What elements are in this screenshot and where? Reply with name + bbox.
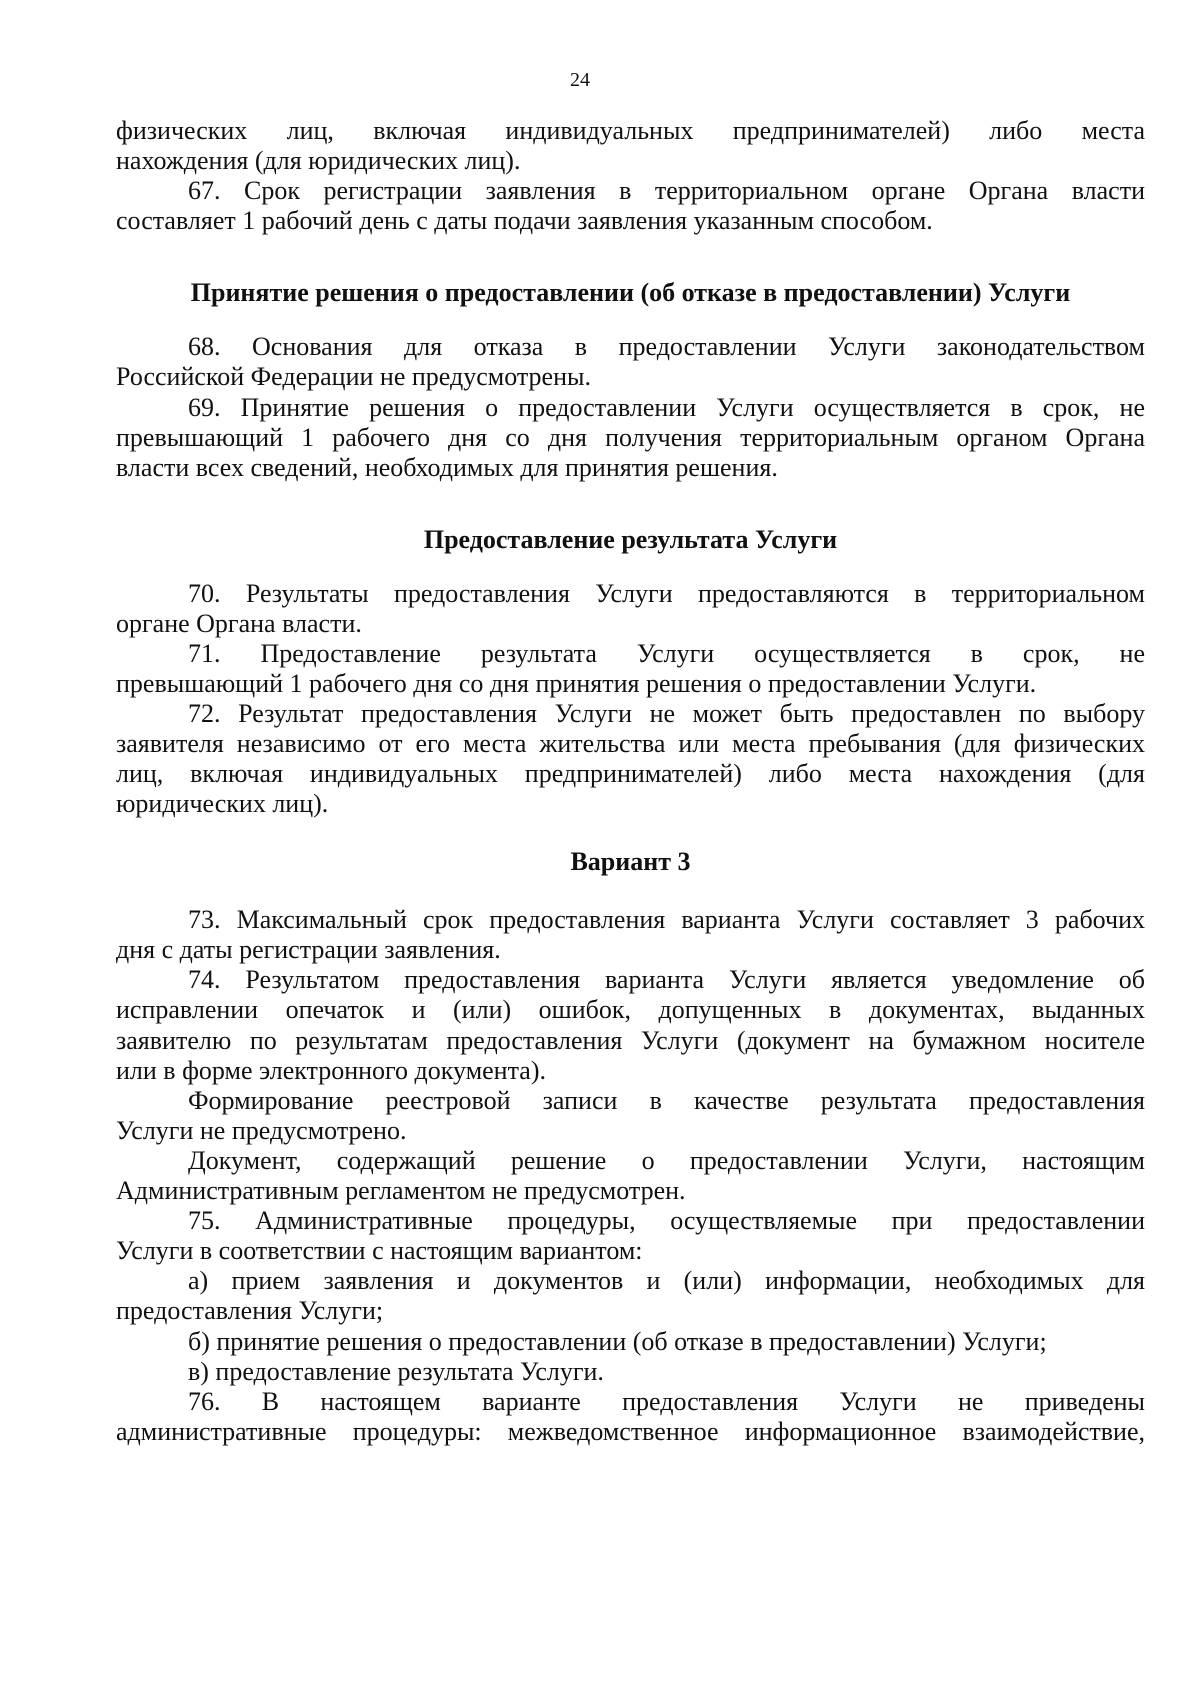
page-number: 24 [570,69,590,91]
text-line: физических лиц, включая индивидуальных предпринимателей) либо места [116,116,1145,145]
text-line: лиц, включая индивидуальных предпринимателей) либо места нахождения (для [116,759,1145,788]
text-line: 71. Предоставление результата Услуги осуществляется в срок, не [188,639,1145,668]
text-line: заявителя независимо от его места жительства или места пребывания (для физических [116,729,1145,758]
text-line: 75. Административные процедуры, осуществляемые при предоставлении [188,1206,1145,1235]
text-line: органе Органа власти. [116,609,362,638]
text-line: Документ, содержащий решение о предоставлении Услуги, настоящим [188,1146,1145,1175]
text-line: Формирование реестровой записи в качестве результата предоставления [188,1086,1145,1115]
text-line: 67. Срок регистрации заявления в территориальном органе Органа власти [188,176,1145,205]
section-heading: Предоставление результата Услуги [423,525,838,554]
text-line: Услуги не предусмотрено. [116,1116,407,1145]
text-line: Услуги в соответствии с настоящим вариантом: [116,1236,643,1265]
text-line: 74. Результатом предоставления варианта Услуги является уведомление об [188,965,1145,994]
section-heading: Вариант 3 [570,847,691,876]
text-line: 68. Основания для отказа в предоставлении Услуги законодательством [188,332,1145,361]
text-line: юридических лиц). [116,789,329,818]
text-line: Административным регламентом не предусмотрен. [116,1176,686,1205]
text-line: 76. В настоящем варианте предоставления Услуги не приведены [188,1387,1145,1416]
text-line: 73. Максимальный срок предоставления варианта Услуги составляет 3 рабочих [188,905,1145,934]
text-line: нахождения (для юридических лиц). [116,146,521,175]
text-line: власти всех сведений, необходимых для принятия решения. [116,453,778,482]
text-line: дня с даты регистрации заявления. [116,935,501,964]
text-line: 72. Результат предоставления Услуги не может быть предоставлен по выбору [188,699,1145,728]
text-line: а) прием заявления и документов и (или) информации, необходимых для [188,1266,1145,1295]
text-line: административные процедуры: межведомственное информационное взаимодействие, [116,1417,1145,1446]
text-line: в) предоставление результата Услуги. [188,1357,604,1386]
text-line: 69. Принятие решения о предоставлении Услуги осуществляется в срок, не [188,393,1145,422]
text-line: превышающий 1 рабочего дня со дня получения территориальным органом Органа [116,423,1145,452]
text-line: превышающий 1 рабочего дня со дня принятия решения о предоставлении Услуги. [116,669,1037,698]
text-line: б) принятие решения о предоставлении (об отказе в предоставлении) Услуги; [188,1327,1047,1356]
text-line: Российской Федерации не предусмотрены. [116,362,591,391]
text-line: исправлении опечаток и (или) ошибок, допущенных в документах, выданных [116,995,1145,1024]
text-line: предоставления Услуги; [116,1296,384,1325]
text-line: или в форме электронного документа). [116,1056,546,1085]
text-line: составляет 1 рабочий день с даты подачи заявления указанным способом. [116,206,933,235]
text-line: заявителю по результатам предоставления Услуги (документ на бумажном носителе [116,1026,1145,1055]
section-heading: Принятие решения о предоставлении (об отказе в предоставлении) Услуги [190,278,1071,307]
text-line: 70. Результаты предоставления Услуги предоставляются в территориальном [188,579,1145,608]
